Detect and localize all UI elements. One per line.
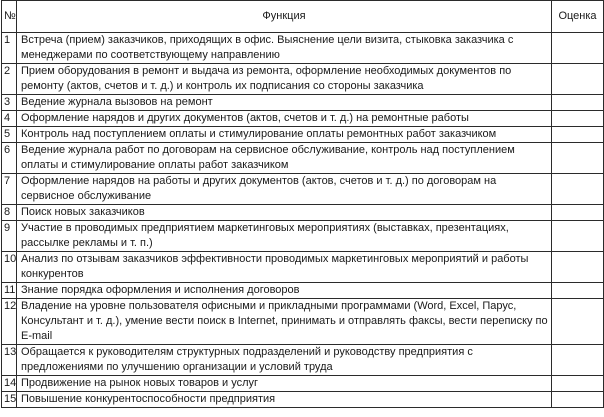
row-number: 15 bbox=[2, 392, 17, 408]
row-number: 2 bbox=[2, 64, 17, 95]
table-row bbox=[2, 299, 604, 345]
table-row bbox=[2, 143, 604, 174]
row-number: 11 bbox=[2, 283, 17, 299]
row-function: Оформление нарядов на работы и других документов (актов, счетов и т. д.) по договорам на сервисное обслуживание bbox=[17, 174, 552, 205]
row-number: 12 bbox=[2, 299, 17, 345]
table-row bbox=[2, 376, 604, 392]
row-score[interactable] bbox=[552, 64, 604, 95]
row-function: Прием оборудования в ремонт и выдача из ремонта, оформление необходимых документов по ремонту (актов, счетов и т. д.) и контроль их подписания со стороны заказчика bbox=[17, 64, 552, 95]
row-number: 6 bbox=[2, 143, 17, 174]
row-score[interactable] bbox=[552, 127, 604, 143]
row-score[interactable] bbox=[552, 143, 604, 174]
row-function: Ведение журнала работ по договорам на сервисное обслуживание, контроль над поступлением оплаты и стимулирование оплаты работ заказчиком bbox=[17, 143, 552, 174]
row-score[interactable] bbox=[552, 345, 604, 376]
row-score[interactable] bbox=[552, 174, 604, 205]
header-number: № bbox=[2, 1, 17, 33]
row-function: Поиск новых заказчиков bbox=[17, 205, 552, 221]
row-score[interactable] bbox=[552, 95, 604, 111]
row-function: Обращается к руководителям структурных подразделений и руководству предприятия с предложениями по улучшению организации и условий труда bbox=[17, 345, 552, 376]
table-row bbox=[2, 64, 604, 95]
row-number: 1 bbox=[2, 33, 17, 64]
row-function: Ведение журнала вызовов на ремонт bbox=[17, 95, 552, 111]
row-score[interactable] bbox=[552, 299, 604, 345]
row-score[interactable] bbox=[552, 392, 604, 408]
row-function: Анализ по отзывам заказчиков эффективности проводимых маркетинговых мероприятий и работы конкурентов bbox=[17, 252, 552, 283]
row-number: 8 bbox=[2, 205, 17, 221]
header-score: Оценка bbox=[552, 1, 604, 33]
table-row bbox=[2, 33, 604, 64]
row-function: Встреча (прием) заказчиков, приходящих в офис. Выяснение цели визита, стыковка заказчика с менеджерами по соответствующему направлению bbox=[17, 33, 552, 64]
row-score[interactable] bbox=[552, 221, 604, 252]
table-row bbox=[2, 205, 604, 221]
row-score[interactable] bbox=[552, 33, 604, 64]
row-function: Оформление нарядов и других документов (актов, счетов и т. д.) на ремонтные работы bbox=[17, 111, 552, 127]
functions-table bbox=[1, 0, 604, 408]
table-row bbox=[2, 345, 604, 376]
row-number: 10 bbox=[2, 252, 17, 283]
row-function: Знание порядка оформления и исполнения договоров bbox=[17, 283, 552, 299]
table-row bbox=[2, 127, 604, 143]
table-row bbox=[2, 111, 604, 127]
table-row bbox=[2, 392, 604, 408]
row-score[interactable] bbox=[552, 205, 604, 221]
row-function: Продвижение на рынок новых товаров и услуг bbox=[17, 376, 552, 392]
table-row bbox=[2, 221, 604, 252]
row-number: 3 bbox=[2, 95, 17, 111]
table-header-row bbox=[2, 1, 604, 33]
row-score[interactable] bbox=[552, 252, 604, 283]
row-function: Владение на уровне пользователя офисными и прикладными программами (Word, Excel, Парус, Консультант и т. д.), умение вести поиск в Internet, принимать и отправлять факсы, вести переписку по E-mail bbox=[17, 299, 552, 345]
table-row bbox=[2, 283, 604, 299]
table-row bbox=[2, 95, 604, 111]
row-number: 14 bbox=[2, 376, 17, 392]
row-function: Участие в проводимых предприятием маркетинговых мероприятиях (выставках, презентациях, рассылке рекламы и т. п.) bbox=[17, 221, 552, 252]
row-score[interactable] bbox=[552, 111, 604, 127]
row-score[interactable] bbox=[552, 283, 604, 299]
row-number: 4 bbox=[2, 111, 17, 127]
row-number: 9 bbox=[2, 221, 17, 252]
row-function: Повышение конкурентоспособности предприятия bbox=[17, 392, 552, 408]
table-row bbox=[2, 174, 604, 205]
table-row bbox=[2, 252, 604, 283]
header-function: Функция bbox=[17, 1, 552, 33]
row-score[interactable] bbox=[552, 376, 604, 392]
row-number: 7 bbox=[2, 174, 17, 205]
row-number: 5 bbox=[2, 127, 17, 143]
row-number: 13 bbox=[2, 345, 17, 376]
row-function: Контроль над поступлением оплаты и стимулирование оплаты ремонтных работ заказчиком bbox=[17, 127, 552, 143]
